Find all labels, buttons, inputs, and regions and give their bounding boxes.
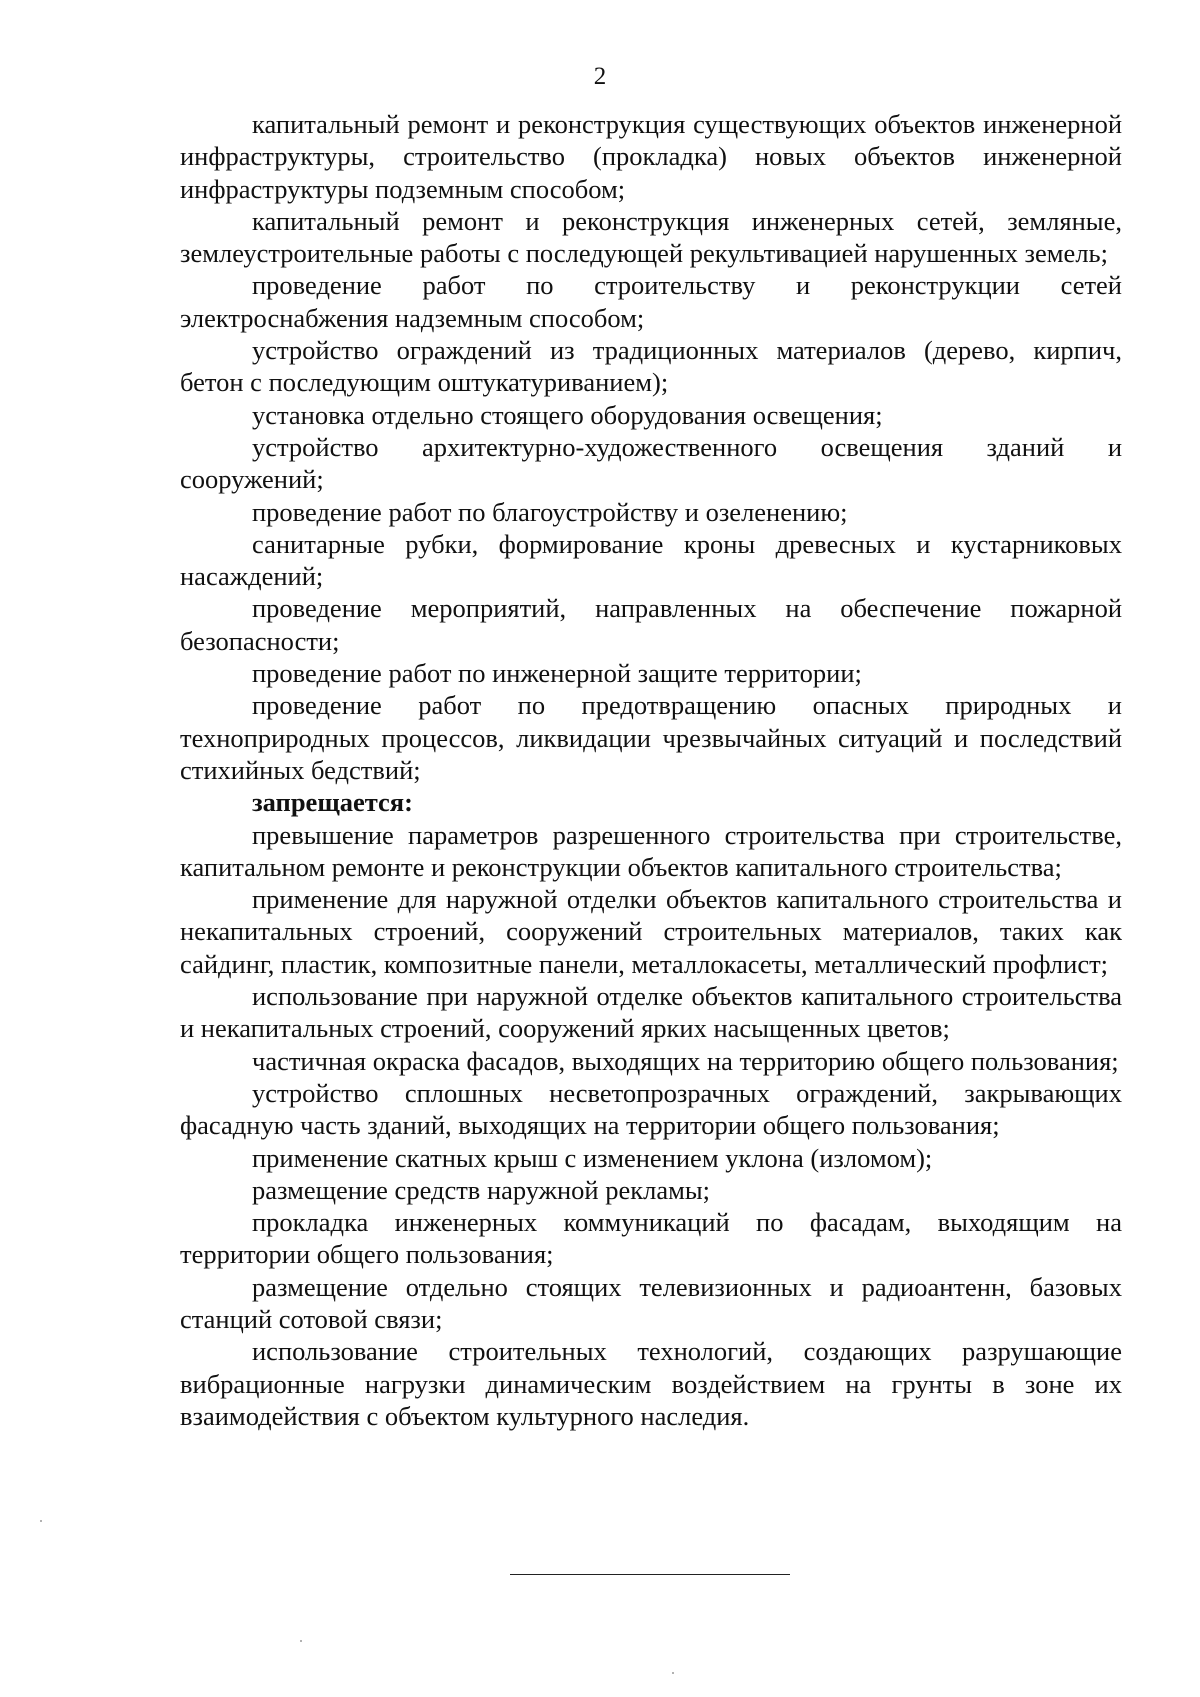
- paragraph: санитарные рубки, формирование кроны древесных и кустарниковых насаждений;: [180, 528, 1122, 592]
- scan-speck: [300, 1640, 302, 1642]
- paragraph: проведение мероприятий, направленных на обеспечение пожарной безопасности;: [180, 593, 1122, 656]
- scan-speck: [40, 1520, 42, 1522]
- document-body: [180, 108, 1122, 1432]
- paragraph: размещение отдельно стоящих телевизионных и радиоантенн, базовых станций сотовой связи;: [180, 1271, 1122, 1334]
- paragraph: устройство ограждений из традиционных материалов (дерево, кирпич, бетон с последующим оштукатуриванием);: [180, 335, 1122, 398]
- paragraph: капитальный ремонт и реконструкция существующих объектов инженерной инфраструктуры, строительство (прокладка) новых объектов инженерной инфраструктуры подземным способом;: [180, 109, 1122, 204]
- paragraph: капитальный ремонт и реконструкция инженерных сетей, земляные, землеустроительные работы с последующей рекультивацией нарушенных земель;: [180, 205, 1122, 269]
- paragraph: установка отдельно стоящего оборудования освещения;: [252, 399, 883, 430]
- scan-speck: [672, 1672, 674, 1674]
- paragraph: размещение средств наружной рекламы;: [252, 1174, 711, 1205]
- paragraph: проведение работ по строительству и реконструкции сетей электроснабжения надземным способом;: [180, 270, 1122, 333]
- paragraph: применение для наружной отделки объектов капитального строительства и некапитальных строений, сооружений строительных материалов, таких как сайдинг, пластик, композитные панели, металлокасеты, металлический профлист;: [180, 884, 1122, 979]
- paragraph: прокладка инженерных коммуникаций по фасадам, выходящим на территории общего пользования;: [180, 1207, 1122, 1270]
- paragraph: устройство архитектурно-художественного освещения зданий и сооружений;: [180, 431, 1122, 495]
- paragraph: превышение параметров разрешенного строительства при строительстве, капитальном ремонте и реконструкции объектов капитального строительства;: [180, 819, 1122, 882]
- paragraph: частичная окраска фасадов, выходящих на территорию общего пользования;: [252, 1045, 1119, 1076]
- paragraph: проведение работ по предотвращению опасных природных и техноприродных процессов, ликвидации чрезвычайных ситуаций и последствий стихийных бедствий;: [180, 690, 1122, 785]
- paragraph: применение скатных крыш с изменением уклона (изломом);: [252, 1142, 933, 1173]
- paragraph: использование строительных технологий, создающих разрушающие вибрационные нагрузки динамическим воздействием на грунты в зоне их взаимодействия с объектом культурного наследия.: [180, 1336, 1122, 1431]
- page-number: 2: [593, 63, 607, 90]
- section-heading-prohibited: запрещается:: [252, 787, 413, 818]
- paragraph: проведение работ по инженерной защите территории;: [252, 658, 862, 689]
- end-of-document-rule: [510, 1574, 790, 1575]
- paragraph: проведение работ по благоустройству и озеленению;: [252, 496, 848, 527]
- paragraph: использование при наружной отделке объектов капитального строительства и некапитальных строений, сооружений ярких насыщенных цветов;: [180, 981, 1122, 1044]
- paragraph: устройство сплошных несветопрозрачных ограждений, закрывающих фасадную часть зданий, выходящих на территории общего пользования;: [180, 1077, 1122, 1141]
